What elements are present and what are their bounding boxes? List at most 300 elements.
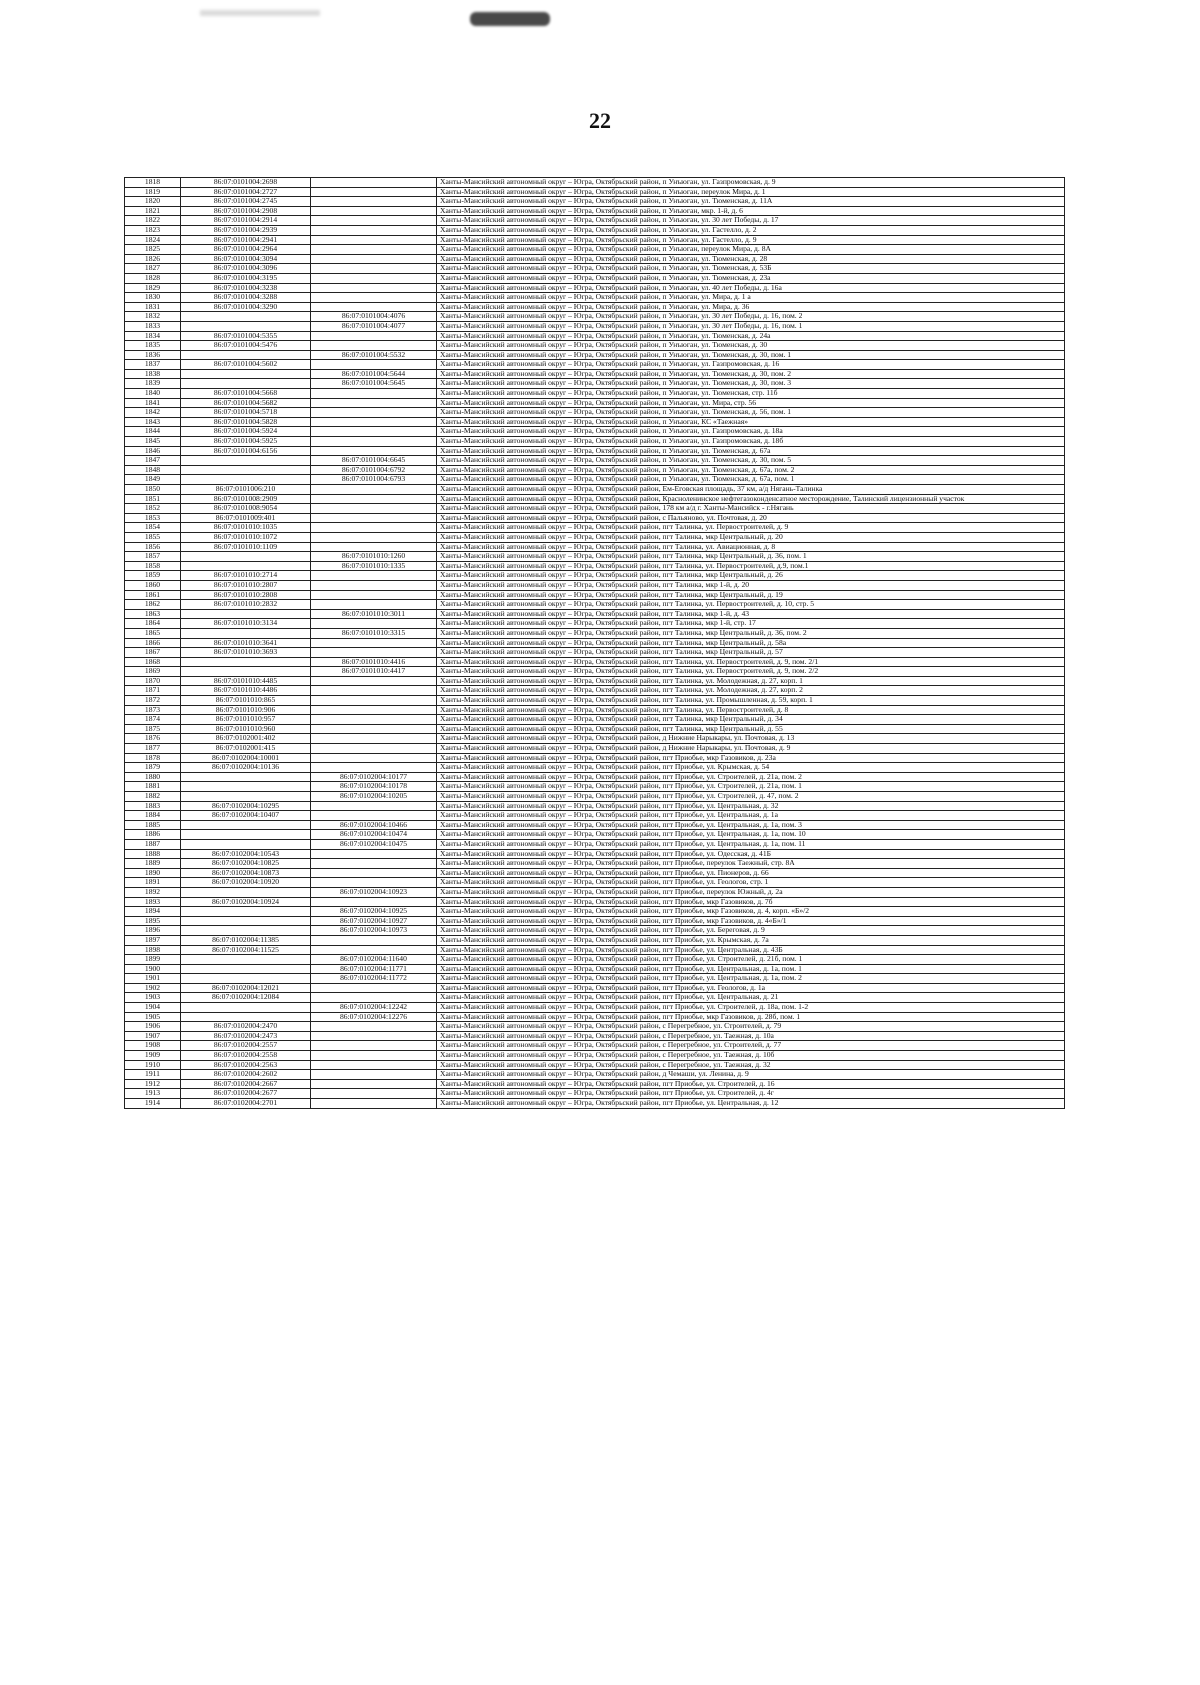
cadastral-number-cell: 86:07:0102004:11525 — [181, 945, 311, 955]
address-cell: Ханты-Мансийский автономный округ – Югра, Октябрьский район, пгт Талинка, ул. Первостроителей, д. 10, стр. 5 — [437, 600, 1065, 610]
linked-cadastral-number-cell: 86:07:0102004:11771 — [311, 964, 437, 974]
linked-cadastral-number-cell: 86:07:0102004:11772 — [311, 974, 437, 984]
address-cell: Ханты-Мансийский автономный округ – Югра, Октябрьский район, пгт Талинка, мкр Центральный, д. 57 — [437, 648, 1065, 658]
linked-cadastral-number-cell — [311, 408, 437, 418]
row-number-cell: 1907 — [125, 1031, 181, 1041]
address-cell: Ханты-Мансийский автономный округ – Югра, Октябрьский район, п Унъюган, ул. Газпромовская, д. 9 — [437, 178, 1065, 188]
address-cell: Ханты-Мансийский автономный округ – Югра, Октябрьский район, пгт Приобье, ул. Центральная, д. 1а, пом. 2 — [437, 974, 1065, 984]
row-number-cell: 1872 — [125, 696, 181, 706]
table-row — [125, 849, 1065, 859]
address-cell: Ханты-Мансийский автономный округ – Югра, Октябрьский район, Ем-Еговская площадь, 37 км, а/д Нягань-Талинка — [437, 485, 1065, 495]
row-number-cell: 1849 — [125, 475, 181, 485]
table-row — [125, 763, 1065, 773]
linked-cadastral-number-cell: 86:07:0102004:10927 — [311, 916, 437, 926]
linked-cadastral-number-cell — [311, 945, 437, 955]
cadastral-number-cell: 86:07:0102004:2558 — [181, 1051, 311, 1061]
table-row — [125, 782, 1065, 792]
cadastral-number-cell — [181, 369, 311, 379]
row-number-cell: 1853 — [125, 513, 181, 523]
linked-cadastral-number-cell — [311, 590, 437, 600]
row-number-cell: 1892 — [125, 887, 181, 897]
cadastral-number-cell: 86:07:0101004:5355 — [181, 331, 311, 341]
linked-cadastral-number-cell: 86:07:0101010:3315 — [311, 628, 437, 638]
address-cell: Ханты-Мансийский автономный округ – Югра, Октябрьский район, с Перегребное, ул. Таежная, д. 10а — [437, 1031, 1065, 1041]
row-number-cell: 1841 — [125, 398, 181, 408]
table-row — [125, 321, 1065, 331]
linked-cadastral-number-cell — [311, 1041, 437, 1051]
cadastral-number-cell — [181, 887, 311, 897]
cadastral-number-cell — [181, 628, 311, 638]
linked-cadastral-number-cell — [311, 216, 437, 226]
cadastral-number-cell: 86:07:0102004:2563 — [181, 1060, 311, 1070]
address-cell: Ханты-Мансийский автономный округ – Югра, Октябрьский район, с Перегребное, ул. Таежная, д. 10б — [437, 1051, 1065, 1061]
row-number-cell: 1828 — [125, 273, 181, 283]
cadastral-number-cell: 86:07:0102001:402 — [181, 734, 311, 744]
cadastral-number-cell: 86:07:0101004:2939 — [181, 225, 311, 235]
row-number-cell: 1855 — [125, 532, 181, 542]
linked-cadastral-number-cell: 86:07:0101004:5644 — [311, 369, 437, 379]
cadastral-number-cell — [181, 609, 311, 619]
linked-cadastral-number-cell: 86:07:0101010:1335 — [311, 561, 437, 571]
row-number-cell: 1858 — [125, 561, 181, 571]
address-cell: Ханты-Мансийский автономный округ – Югра, Октябрьский район, пгт Талинка, мкр 1-й, д. 20 — [437, 580, 1065, 590]
address-cell: Ханты-Мансийский автономный округ – Югра, Октябрьский район, п Унъюган, ул. Тюменская, д. 11А — [437, 197, 1065, 207]
cadastral-number-cell — [181, 916, 311, 926]
table-row — [125, 839, 1065, 849]
linked-cadastral-number-cell — [311, 993, 437, 1003]
address-cell: Ханты-Мансийский автономный округ – Югра, Октябрьский район, пгт Приобье, ул. Одесская, д. 41Б — [437, 849, 1065, 859]
linked-cadastral-number-cell: 86:07:0102004:10178 — [311, 782, 437, 792]
linked-cadastral-number-cell — [311, 1079, 437, 1089]
address-cell: Ханты-Мансийский автономный округ – Югра, Октябрьский район, пгт Приобье, ул. Геологов, стр. 1 — [437, 878, 1065, 888]
address-cell: Ханты-Мансийский автономный округ – Югра, Октябрьский район, пгт Талинка, мкр 1-й, д. 43 — [437, 609, 1065, 619]
linked-cadastral-number-cell — [311, 273, 437, 283]
address-cell: Ханты-Мансийский автономный округ – Югра, Октябрьский район, п Унъюган, ул. Мира, стр. 56 — [437, 398, 1065, 408]
address-cell: Ханты-Мансийский автономный округ – Югра, Октябрьский район, пгт Талинка, ул. Первостроителей, д. 8 — [437, 705, 1065, 715]
cadastral-number-cell: 86:07:0101010:2808 — [181, 590, 311, 600]
table-row — [125, 724, 1065, 734]
address-cell: Ханты-Мансийский автономный округ – Югра, Октябрьский район, 178 км а/д г. Ханты-Мансийск - г.Нягань — [437, 504, 1065, 514]
cadastral-number-cell: 86:07:0101004:3290 — [181, 302, 311, 312]
linked-cadastral-number-cell: 86:07:0102004:12276 — [311, 1012, 437, 1022]
address-cell: Ханты-Мансийский автономный округ – Югра, Октябрьский район, пгт Приобье, ул. Центральная, д. 32 — [437, 801, 1065, 811]
linked-cadastral-number-cell: 86:07:0101010:1260 — [311, 552, 437, 562]
table-row — [125, 657, 1065, 667]
address-cell: Ханты-Мансийский автономный округ – Югра, Октябрьский район, д Нижние Нарыкары, ул. Почтовая, д. 13 — [437, 734, 1065, 744]
cadastral-number-cell — [181, 350, 311, 360]
row-number-cell: 1902 — [125, 983, 181, 993]
address-cell: Ханты-Мансийский автономный округ – Югра, Октябрьский район, пгт Приобье, ул. Центральная, д. 1а, пом. 3 — [437, 820, 1065, 830]
table-row — [125, 302, 1065, 312]
address-cell: Ханты-Мансийский автономный округ – Югра, Октябрьский район, п Унъюган, ул. 40 лет Победы, д. 16а — [437, 283, 1065, 293]
table-row — [125, 945, 1065, 955]
cadastral-number-cell: 86:07:0101004:5682 — [181, 398, 311, 408]
linked-cadastral-number-cell: 86:07:0101004:5645 — [311, 379, 437, 389]
address-cell: Ханты-Мансийский автономный округ – Югра, Октябрьский район, пгт Приобье, ул. Центральная, д. 1а, пом. 10 — [437, 830, 1065, 840]
address-cell: Ханты-Мансийский автономный округ – Югра, Октябрьский район, п Унъюган, ул. Тюменская, д. 30, пом. 5 — [437, 456, 1065, 466]
row-number-cell: 1875 — [125, 724, 181, 734]
table-row — [125, 475, 1065, 485]
linked-cadastral-number-cell: 86:07:0102004:11640 — [311, 955, 437, 965]
cadastral-number-cell: 86:07:0101004:5668 — [181, 389, 311, 399]
table-row — [125, 1070, 1065, 1080]
cadastral-number-cell: 86:07:0102004:10295 — [181, 801, 311, 811]
address-cell: Ханты-Мансийский автономный округ – Югра, Октябрьский район, п Унъюган, ул. 30 лет Победы, д. 17 — [437, 216, 1065, 226]
row-number-cell: 1830 — [125, 293, 181, 303]
row-number-cell: 1837 — [125, 360, 181, 370]
linked-cadastral-number-cell — [311, 187, 437, 197]
linked-cadastral-number-cell — [311, 254, 437, 264]
row-number-cell: 1818 — [125, 178, 181, 188]
address-cell: Ханты-Мансийский автономный округ – Югра, Октябрьский район, д Чемаши, ул. Ленина, д. 9 — [437, 1070, 1065, 1080]
address-cell: Ханты-Мансийский автономный округ – Югра, Октябрьский район, п Унъюган, ул. Тюменская, д. 67а, пом. 2 — [437, 465, 1065, 475]
linked-cadastral-number-cell — [311, 734, 437, 744]
address-cell: Ханты-Мансийский автономный округ – Югра, Октябрьский район, пгт Приобье, ул. Строителей, д. 47, пом. 2 — [437, 792, 1065, 802]
address-cell: Ханты-Мансийский автономный округ – Югра, Октябрьский район, п Унъюган, ул. Тюменская, д. 67а, пом. 1 — [437, 475, 1065, 485]
linked-cadastral-number-cell — [311, 648, 437, 658]
address-cell: Ханты-Мансийский автономный округ – Югра, Октябрьский район, пгт Талинка, мкр Центральный, д. 34 — [437, 715, 1065, 725]
cadastral-number-cell: 86:07:0102004:10873 — [181, 868, 311, 878]
linked-cadastral-number-cell — [311, 427, 437, 437]
cadastral-number-cell — [181, 657, 311, 667]
linked-cadastral-number-cell — [311, 1051, 437, 1061]
row-number-cell: 1846 — [125, 446, 181, 456]
address-cell: Ханты-Мансийский автономный округ – Югра, Октябрьский район, п Унъюган, ул. Гастелло, д. 9 — [437, 235, 1065, 245]
linked-cadastral-number-cell — [311, 878, 437, 888]
address-cell: Ханты-Мансийский автономный округ – Югра, Октябрьский район, пгт Приобье, ул. Центральная, д. 21 — [437, 993, 1065, 1003]
address-cell: Ханты-Мансийский автономный округ – Югра, Октябрьский район, пгт Талинка, мкр Центральный, д. 26 — [437, 571, 1065, 581]
table-row — [125, 686, 1065, 696]
linked-cadastral-number-cell — [311, 811, 437, 821]
row-number-cell: 1882 — [125, 792, 181, 802]
address-cell: Ханты-Мансийский автономный округ – Югра, Октябрьский район, пгт Приобье, ул. Строителей, д. 18а, пом. 1-2 — [437, 1003, 1065, 1013]
address-cell: Ханты-Мансийский автономный округ – Югра, Октябрьский район, пгт Талинка, ул. Молодежная, д. 27, корп. 2 — [437, 686, 1065, 696]
table-row — [125, 820, 1065, 830]
table-row — [125, 398, 1065, 408]
cadastral-number-cell: 86:07:0102004:10825 — [181, 859, 311, 869]
row-number-cell: 1869 — [125, 667, 181, 677]
cadastral-number-cell: 86:07:0102004:12084 — [181, 993, 311, 1003]
table-row — [125, 600, 1065, 610]
table-row — [125, 1099, 1065, 1109]
linked-cadastral-number-cell — [311, 897, 437, 907]
table-row — [125, 427, 1065, 437]
cadastral-number-cell: 86:07:0101004:6156 — [181, 446, 311, 456]
linked-cadastral-number-cell: 86:07:0101004:6792 — [311, 465, 437, 475]
linked-cadastral-number-cell — [311, 801, 437, 811]
table-row — [125, 389, 1065, 399]
address-cell: Ханты-Мансийский автономный округ – Югра, Октябрьский район, пгт Талинка, мкр Центральный, д. 19 — [437, 590, 1065, 600]
row-number-cell: 1820 — [125, 197, 181, 207]
row-number-cell: 1821 — [125, 206, 181, 216]
table-row — [125, 907, 1065, 917]
address-cell: Ханты-Мансийский автономный округ – Югра, Октябрьский район, пгт Приобье, мкр Газовиков, д. 4, корп. «Б»/2 — [437, 907, 1065, 917]
linked-cadastral-number-cell: 86:07:0102004:10205 — [311, 792, 437, 802]
linked-cadastral-number-cell — [311, 935, 437, 945]
cadastral-number-cell: 86:07:0102004:2677 — [181, 1089, 311, 1099]
cadastral-number-cell: 86:07:0101010:4486 — [181, 686, 311, 696]
cadastral-number-cell: 86:07:0101010:906 — [181, 705, 311, 715]
address-cell: Ханты-Мансийский автономный округ – Югра, Октябрьский район, пгт Приобье, ул. Строителей, д. 16 — [437, 1079, 1065, 1089]
address-cell: Ханты-Мансийский автономный округ – Югра, Октябрьский район, п Унъюган, ул. 30 лет Победы, д. 16, пом. 2 — [437, 312, 1065, 322]
cadastral-number-cell — [181, 782, 311, 792]
scan-artifact — [470, 12, 550, 26]
cadastral-number-cell: 86:07:0102004:10920 — [181, 878, 311, 888]
cadastral-number-cell: 86:07:0101004:2914 — [181, 216, 311, 226]
address-cell: Ханты-Мансийский автономный округ – Югра, Октябрьский район, с Перегребное, ул. Таежная, д. 32 — [437, 1060, 1065, 1070]
linked-cadastral-number-cell — [311, 1022, 437, 1032]
cadastral-number-cell: 86:07:0101010:1035 — [181, 523, 311, 533]
row-number-cell: 1895 — [125, 916, 181, 926]
address-cell: Ханты-Мансийский автономный округ – Югра, Октябрьский район, пгт Талинка, мкр 1-й, стр. 17 — [437, 619, 1065, 629]
linked-cadastral-number-cell — [311, 360, 437, 370]
address-cell: Ханты-Мансийский автономный округ – Югра, Октябрьский район, пгт Приобье, ул. Строителей, д. 21б, пом. 1 — [437, 955, 1065, 965]
address-cell: Ханты-Мансийский автономный округ – Югра, Октябрьский район, п Унъюган, переулок Мира, д. 8А — [437, 245, 1065, 255]
table-row — [125, 264, 1065, 274]
row-number-cell: 1848 — [125, 465, 181, 475]
address-cell: Ханты-Мансийский автономный округ – Югра, Октябрьский район, пгт Приобье, ул. Строителей, д. 4г — [437, 1089, 1065, 1099]
row-number-cell: 1903 — [125, 993, 181, 1003]
row-number-cell: 1863 — [125, 609, 181, 619]
row-number-cell: 1824 — [125, 235, 181, 245]
address-cell: Ханты-Мансийский автономный округ – Югра, Октябрьский район, п Унъюган, ул. Тюменская, д. 30, пом. 3 — [437, 379, 1065, 389]
page-number: 22 — [589, 108, 611, 133]
table-row — [125, 225, 1065, 235]
cadastral-number-cell: 86:07:0101004:2745 — [181, 197, 311, 207]
table-row — [125, 801, 1065, 811]
address-cell: Ханты-Мансийский автономный округ – Югра, Октябрьский район, п Унъюган, переулок Мира, д. 1 — [437, 187, 1065, 197]
cadastral-number-cell — [181, 926, 311, 936]
row-number-cell: 1871 — [125, 686, 181, 696]
linked-cadastral-number-cell — [311, 859, 437, 869]
row-number-cell: 1891 — [125, 878, 181, 888]
row-number-cell: 1883 — [125, 801, 181, 811]
address-cell: Ханты-Мансийский автономный округ – Югра, Октябрьский район, п Унъюган, ул. Тюменская, д. 24а — [437, 331, 1065, 341]
linked-cadastral-number-cell — [311, 1031, 437, 1041]
table-row — [125, 341, 1065, 351]
row-number-cell: 1831 — [125, 302, 181, 312]
table-row — [125, 456, 1065, 466]
cadastral-number-cell — [181, 974, 311, 984]
table-row — [125, 1003, 1065, 1013]
cadastral-number-cell — [181, 792, 311, 802]
table-row — [125, 792, 1065, 802]
row-number-cell: 1826 — [125, 254, 181, 264]
table-row — [125, 561, 1065, 571]
address-cell: Ханты-Мансийский автономный округ – Югра, Октябрьский район, пгт Приобье, ул. Центральная, д. 1а, пом. 1 — [437, 964, 1065, 974]
table-row — [125, 811, 1065, 821]
cadastral-number-cell: 86:07:0101004:2908 — [181, 206, 311, 216]
linked-cadastral-number-cell — [311, 245, 437, 255]
cadastral-number-cell: 86:07:0102004:12021 — [181, 983, 311, 993]
table-row — [125, 504, 1065, 514]
cadastral-number-cell: 86:07:0102004:2557 — [181, 1041, 311, 1051]
cadastral-number-cell: 86:07:0101010:2714 — [181, 571, 311, 581]
row-number-cell: 1861 — [125, 590, 181, 600]
cadastral-number-cell: 86:07:0101006:210 — [181, 485, 311, 495]
row-number-cell: 1900 — [125, 964, 181, 974]
cadastral-number-cell — [181, 820, 311, 830]
row-number-cell: 1868 — [125, 657, 181, 667]
linked-cadastral-number-cell: 86:07:0102004:10973 — [311, 926, 437, 936]
row-number-cell: 1908 — [125, 1041, 181, 1051]
address-cell: Ханты-Мансийский автономный округ – Югра, Октябрьский район, пгт Приобье, ул. Центральная, д. 1а, пом. 11 — [437, 839, 1065, 849]
cadastral-number-cell — [181, 465, 311, 475]
table-row — [125, 1012, 1065, 1022]
row-number-cell: 1844 — [125, 427, 181, 437]
table-row — [125, 993, 1065, 1003]
row-number-cell: 1901 — [125, 974, 181, 984]
table-row — [125, 369, 1065, 379]
table-row — [125, 734, 1065, 744]
cadastral-number-cell: 86:07:0101004:2964 — [181, 245, 311, 255]
cadastral-number-cell — [181, 312, 311, 322]
cadastral-number-cell: 86:07:0101004:3288 — [181, 293, 311, 303]
address-cell: Ханты-Мансийский автономный округ – Югра, Октябрьский район, п Унъюган, ул. Газпромовская, д. 16 — [437, 360, 1065, 370]
table-row — [125, 887, 1065, 897]
row-number-cell: 1867 — [125, 648, 181, 658]
table-row — [125, 983, 1065, 993]
table-row — [125, 638, 1065, 648]
address-cell: Ханты-Мансийский автономный округ – Югра, Октябрьский район, п Унъюган, ул. Мира, д. 1 а — [437, 293, 1065, 303]
address-cell: Ханты-Мансийский автономный округ – Югра, Октябрьский район, п Унъюган, ул. 30 лет Победы, д. 16, пом. 1 — [437, 321, 1065, 331]
cadastral-number-cell: 86:07:0101010:957 — [181, 715, 311, 725]
cadastral-number-cell: 86:07:0101010:3641 — [181, 638, 311, 648]
row-number-cell: 1906 — [125, 1022, 181, 1032]
table-row — [125, 580, 1065, 590]
row-number-cell: 1886 — [125, 830, 181, 840]
row-number-cell: 1825 — [125, 245, 181, 255]
cadastral-number-cell: 86:07:0102004:10924 — [181, 897, 311, 907]
linked-cadastral-number-cell — [311, 235, 437, 245]
cadastral-number-cell — [181, 561, 311, 571]
cadastral-number-cell: 86:07:0101010:3134 — [181, 619, 311, 629]
linked-cadastral-number-cell — [311, 849, 437, 859]
linked-cadastral-number-cell — [311, 206, 437, 216]
row-number-cell: 1879 — [125, 763, 181, 773]
address-cell: Ханты-Мансийский автономный округ – Югра, Октябрьский район, с Пальяново, ул. Почтовая, д. 20 — [437, 513, 1065, 523]
row-number-cell: 1894 — [125, 907, 181, 917]
cadastral-number-cell — [181, 955, 311, 965]
linked-cadastral-number-cell — [311, 753, 437, 763]
row-number-cell: 1832 — [125, 312, 181, 322]
linked-cadastral-number-cell: 86:07:0102004:10466 — [311, 820, 437, 830]
linked-cadastral-number-cell — [311, 983, 437, 993]
address-cell: Ханты-Мансийский автономный округ – Югра, Октябрьский район, пгт Талинка, мкр Центральный, д. 36, пом. 2 — [437, 628, 1065, 638]
address-cell: Ханты-Мансийский автономный округ – Югра, Октябрьский район, п Унъюган, ул. Тюменская, д. 67а — [437, 446, 1065, 456]
row-number-cell: 1911 — [125, 1070, 181, 1080]
table-row — [125, 254, 1065, 264]
cadastral-number-cell: 86:07:0101004:5925 — [181, 437, 311, 447]
cadastral-number-cell — [181, 552, 311, 562]
cadastral-number-cell: 86:07:0101010:2832 — [181, 600, 311, 610]
row-number-cell: 1898 — [125, 945, 181, 955]
table-row — [125, 350, 1065, 360]
table-row — [125, 331, 1065, 341]
table-row — [125, 408, 1065, 418]
row-number-cell: 1829 — [125, 283, 181, 293]
address-cell: Ханты-Мансийский автономный округ – Югра, Октябрьский район, пгт Талинка, ул. Промышленная, д. 59, корп. 1 — [437, 696, 1065, 706]
cadastral-number-cell — [181, 1003, 311, 1013]
table-row — [125, 753, 1065, 763]
row-number-cell: 1912 — [125, 1079, 181, 1089]
table-row — [125, 830, 1065, 840]
linked-cadastral-number-cell: 86:07:0101004:4076 — [311, 312, 437, 322]
address-cell: Ханты-Мансийский автономный округ – Югра, Октябрьский район, п Унъюган, ул. Гастелло, д. 2 — [437, 225, 1065, 235]
address-cell: Ханты-Мансийский автономный округ – Югра, Октябрьский район, пгт Приобье, ул. Строителей, д. 21а, пом. 2 — [437, 772, 1065, 782]
table-row — [125, 245, 1065, 255]
table-row — [125, 216, 1065, 226]
linked-cadastral-number-cell — [311, 523, 437, 533]
linked-cadastral-number-cell — [311, 542, 437, 552]
cadastral-number-cell — [181, 830, 311, 840]
linked-cadastral-number-cell — [311, 1089, 437, 1099]
linked-cadastral-number-cell — [311, 225, 437, 235]
cadastral-number-cell: 86:07:0101008:2909 — [181, 494, 311, 504]
scan-artifact — [200, 10, 320, 16]
row-number-cell: 1857 — [125, 552, 181, 562]
cadastral-number-cell: 86:07:0101008:9054 — [181, 504, 311, 514]
linked-cadastral-number-cell — [311, 485, 437, 495]
address-cell: Ханты-Мансийский автономный округ – Югра, Октябрьский район, пгт Приобье, мкр Газовиков, д. 28б, пом. 1 — [437, 1012, 1065, 1022]
address-cell: Ханты-Мансийский автономный округ – Югра, Октябрьский район, п Унъюган, КС «Таежная» — [437, 417, 1065, 427]
linked-cadastral-number-cell: 86:07:0101010:4416 — [311, 657, 437, 667]
table-row — [125, 619, 1065, 629]
cadastral-number-cell: 86:07:0102004:11385 — [181, 935, 311, 945]
table-row — [125, 542, 1065, 552]
row-number-cell: 1896 — [125, 926, 181, 936]
linked-cadastral-number-cell — [311, 293, 437, 303]
table-row — [125, 532, 1065, 542]
row-number-cell: 1905 — [125, 1012, 181, 1022]
row-number-cell: 1823 — [125, 225, 181, 235]
linked-cadastral-number-cell: 86:07:0102004:12242 — [311, 1003, 437, 1013]
cadastral-number-cell: 86:07:0101010:960 — [181, 724, 311, 734]
linked-cadastral-number-cell — [311, 398, 437, 408]
cadastral-number-cell — [181, 379, 311, 389]
row-number-cell: 1822 — [125, 216, 181, 226]
linked-cadastral-number-cell — [311, 580, 437, 590]
row-number-cell: 1910 — [125, 1060, 181, 1070]
cadastral-number-cell: 86:07:0101010:1109 — [181, 542, 311, 552]
cadastral-number-cell: 86:07:0102004:10407 — [181, 811, 311, 821]
address-cell: Ханты-Мансийский автономный округ – Югра, Октябрьский район, пгт Талинка, ул. Молодежная, д. 27, корп. 1 — [437, 676, 1065, 686]
linked-cadastral-number-cell — [311, 178, 437, 188]
address-cell: Ханты-Мансийский автономный округ – Югра, Октябрьский район, п Унъюган, ул. Тюменская, д. 30, пом. 1 — [437, 350, 1065, 360]
row-number-cell: 1870 — [125, 676, 181, 686]
linked-cadastral-number-cell — [311, 744, 437, 754]
row-number-cell: 1862 — [125, 600, 181, 610]
table-row — [125, 676, 1065, 686]
address-cell: Ханты-Мансийский автономный округ – Югра, Октябрьский район, с Перегребное, ул. Строителей, д. 77 — [437, 1041, 1065, 1051]
cadastral-number-cell: 86:07:0102004:2667 — [181, 1079, 311, 1089]
cadastral-number-cell: 86:07:0101010:4485 — [181, 676, 311, 686]
cadastral-number-cell: 86:07:0102004:10136 — [181, 763, 311, 773]
table-row — [125, 273, 1065, 283]
address-cell: Ханты-Мансийский автономный округ – Югра, Октябрьский район, п Унъюган, ул. Тюменская, д. 56, пом. 1 — [437, 408, 1065, 418]
address-cell: Ханты-Мансийский автономный округ – Югра, Октябрьский район, пгт Приобье, ул. Центральная, д. 12 — [437, 1099, 1065, 1109]
cadastral-number-cell: 86:07:0101010:2807 — [181, 580, 311, 590]
table-row — [125, 897, 1065, 907]
table-row — [125, 715, 1065, 725]
cadastral-number-cell: 86:07:0101010:1072 — [181, 532, 311, 542]
row-number-cell: 1874 — [125, 715, 181, 725]
row-number-cell: 1866 — [125, 638, 181, 648]
cadastral-number-cell: 86:07:0101004:3096 — [181, 264, 311, 274]
row-number-cell: 1839 — [125, 379, 181, 389]
address-cell: Ханты-Мансийский автономный округ – Югра, Октябрьский район, пгт Приобье, ул. Центральная, д. 1а — [437, 811, 1065, 821]
address-cell: Ханты-Мансийский автономный округ – Югра, Октябрьский район, пгт Талинка, ул. Первостроителей, д. 9, пом. 2/2 — [437, 667, 1065, 677]
